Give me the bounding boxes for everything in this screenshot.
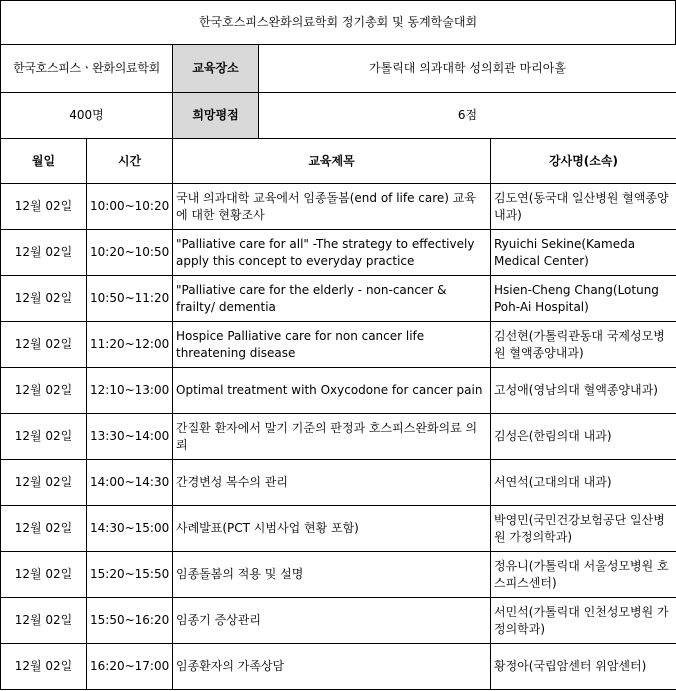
row-speaker: 고성애(영남의대 혈액종양내과) — [491, 368, 676, 414]
row-title: "Palliative care for the elderly - non-cancer & frailty/ dementia — [173, 276, 491, 322]
info-table — [0, 44, 676, 139]
row-title: 간질환 환자에서 말기 기준의 판정과 호스피스완화의료 의뢰 — [173, 414, 491, 460]
header-date: 월일 — [1, 139, 87, 184]
row-date: 12월 02일 — [1, 598, 87, 644]
row-speaker: 황정아(국립암센터 위암센터) — [491, 644, 676, 690]
table-row — [1, 460, 676, 506]
row-speaker: 김성은(한림의대 내과) — [491, 414, 676, 460]
table-row — [1, 230, 676, 276]
table-row — [1, 644, 676, 690]
row-time: 14:00~14:30 — [87, 460, 173, 506]
row-date: 12월 02일 — [1, 322, 87, 368]
capacity: 400명 — [1, 93, 173, 139]
row-time: 13:30~14:00 — [87, 414, 173, 460]
schedule-header-row — [1, 139, 676, 184]
row-speaker: 박영민(국민건강보험공단 일산병원 가정의학과) — [491, 506, 676, 552]
row-date: 12월 02일 — [1, 460, 87, 506]
row-title: 임종기 증상관리 — [173, 598, 491, 644]
row-speaker: 서민석(가톨릭대 인천성모병원 가정의학과) — [491, 598, 676, 644]
row-date: 12월 02일 — [1, 184, 87, 230]
table-row — [1, 322, 676, 368]
row-time: 10:50~11:20 — [87, 276, 173, 322]
row-title: 국내 의과대학 교육에서 임종돌봄(end of life care) 교육에 대한 현황조사 — [173, 184, 491, 230]
schedule-table — [0, 138, 676, 690]
title-table — [0, 0, 676, 45]
row-speaker: Ryuichi Sekine(Kameda Medical Center) — [491, 230, 676, 276]
venue-label: 교육장소 — [173, 45, 259, 93]
row-time: 11:20~12:00 — [87, 322, 173, 368]
venue-value: 가톨릭대 의과대학 성의회관 마리아홀 — [259, 45, 676, 93]
row-time: 15:50~16:20 — [87, 598, 173, 644]
header-speaker: 강사명(소속) — [491, 139, 676, 184]
row-date: 12월 02일 — [1, 414, 87, 460]
table-row — [1, 276, 676, 322]
points-label: 희망평점 — [173, 93, 259, 139]
row-title: Hospice Palliative care for non cancer life threatening disease — [173, 322, 491, 368]
row-date: 12월 02일 — [1, 506, 87, 552]
row-speaker: 김선현(가톨릭관동대 국제성모병원 혈액종양내과) — [491, 322, 676, 368]
row-date: 12월 02일 — [1, 276, 87, 322]
row-date: 12월 02일 — [1, 644, 87, 690]
row-time: 15:20~15:50 — [87, 552, 173, 598]
table-row — [1, 184, 676, 230]
row-time: 12:10~13:00 — [87, 368, 173, 414]
header-title: 교육제목 — [173, 139, 491, 184]
row-time: 14:30~15:00 — [87, 506, 173, 552]
row-title: 사례발표(PCT 시범사업 현황 포함) — [173, 506, 491, 552]
row-speaker: 정유니(가톨릭대 서울성모병원 호스피스센터) — [491, 552, 676, 598]
row-title: 간경변성 복수의 관리 — [173, 460, 491, 506]
row-title: "Palliative care for all" -The strategy to effectively apply this concept to everyday practice — [173, 230, 491, 276]
row-speaker: 서연석(고대의대 내과) — [491, 460, 676, 506]
row-date: 12월 02일 — [1, 230, 87, 276]
row-title: 임종돌봄의 적용 및 설명 — [173, 552, 491, 598]
header-time: 시간 — [87, 139, 173, 184]
row-time: 10:00~10:20 — [87, 184, 173, 230]
row-time: 10:20~10:50 — [87, 230, 173, 276]
row-time: 16:20~17:00 — [87, 644, 173, 690]
table-row — [1, 368, 676, 414]
row-title: 임종환자의 가족상담 — [173, 644, 491, 690]
row-date: 12월 02일 — [1, 368, 87, 414]
table-row — [1, 598, 676, 644]
row-speaker: 김도연(동국대 일산병원 혈액종양내과) — [491, 184, 676, 230]
table-row — [1, 506, 676, 552]
table-row — [1, 414, 676, 460]
organizer: 한국호스피스ㆍ완화의료학회 — [1, 45, 173, 93]
points-value: 6점 — [259, 93, 676, 139]
row-title: Optimal treatment with Oxycodone for cancer pain — [173, 368, 491, 414]
table-row — [1, 552, 676, 598]
row-speaker: Hsien-Cheng Chang(Lotung Poh-Ai Hospital) — [491, 276, 676, 322]
row-date: 12월 02일 — [1, 552, 87, 598]
event-title: 한국호스피스완화의료학회 정기총회 및 동계학술대회 — [1, 1, 676, 45]
